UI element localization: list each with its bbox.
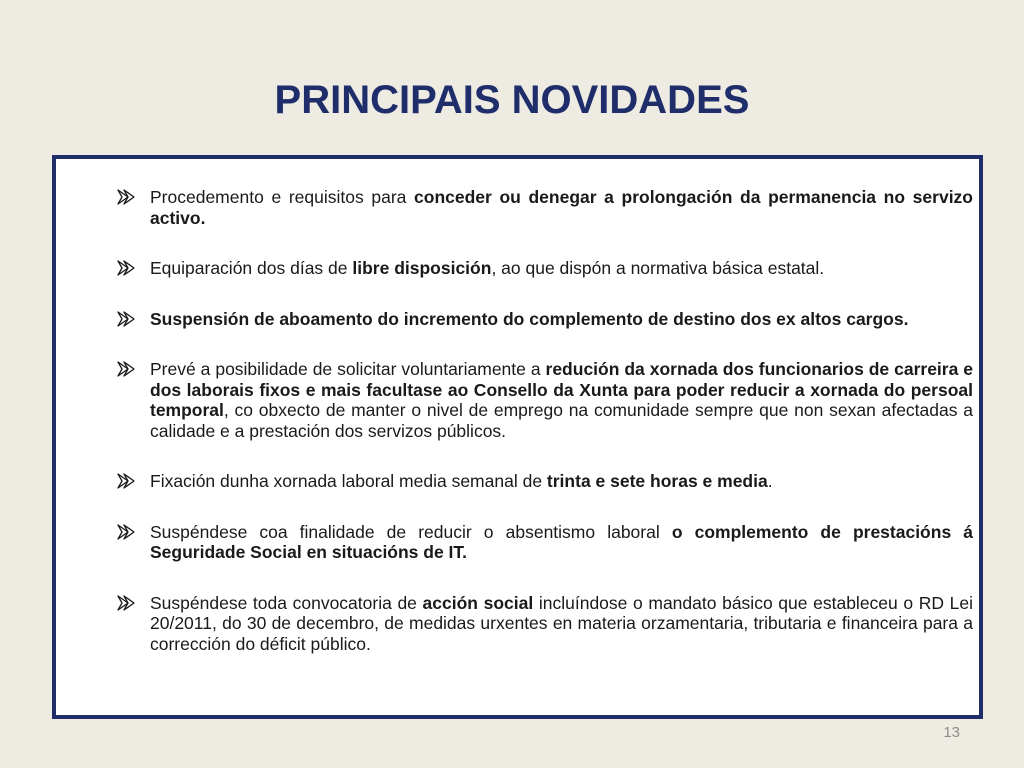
- bullet-text-segment: , co obxecto de manter o nivel de emprego na comunidade sempre que non sexan afectadas a calidade e a prestación dos servizos públicos.: [150, 400, 973, 441]
- content-box: [52, 155, 983, 719]
- page-number: 13: [943, 724, 960, 741]
- bullet-text-segment: Procedemento e requisitos para: [150, 187, 415, 207]
- bullet-text: [150, 359, 973, 441]
- bullet-text-segment: redución da xornada dos funcionarios de carreira e dos laborais fixos e mais facultase ao Consello da Xunta para poder reducir a xornada do persoal temporal: [150, 359, 974, 420]
- bullet-text: [150, 258, 824, 278]
- arrow-bullet-icon: [116, 523, 138, 541]
- bullet-text-segment: incluíndose o mandato básico que estableceu o RD Lei 20/2011, do 30 de decembro, de medidas urxentes en materia orzamentaria, tributaria e financeira para a corrección do déficit público.: [150, 592, 974, 654]
- bullet-text: [150, 593, 973, 654]
- bullet-item-5: [116, 471, 973, 492]
- bullet-text-segment: .: [767, 471, 773, 491]
- bullet-text-segment: Prevé a posibilidade de solicitar voluntariamente a: [150, 359, 546, 379]
- arrow-bullet-icon: [116, 594, 138, 612]
- bullet-text-segment: o complemento de prestacións á Seguridade Social en situacións de IT.: [150, 521, 973, 562]
- bullet-text-segment: Suspensión de aboamento do incremento do complemento de destino dos ex altos cargos.: [150, 308, 909, 329]
- arrow-bullet-icon: [116, 472, 138, 490]
- bullet-text: [150, 309, 908, 329]
- arrow-bullet-icon: [116, 259, 138, 277]
- bullet-text: [150, 187, 973, 228]
- bullet-text-segment: libre disposición: [352, 258, 492, 278]
- bullet-text-segment: Suspéndese coa finalidade de reducir o absentismo laboral: [150, 521, 672, 542]
- arrow-bullet-icon: [116, 188, 138, 206]
- bullet-text: [150, 522, 973, 563]
- bullet-item-7: [116, 593, 973, 655]
- bullet-text: [150, 471, 773, 491]
- bullet-item-6: [116, 522, 973, 563]
- slide-title: PRINCIPAIS NOVIDADES: [274, 78, 750, 122]
- bullet-item-1: [116, 187, 973, 228]
- bullet-text-segment: Equiparación dos días de: [150, 258, 353, 278]
- arrow-bullet-icon: [116, 310, 138, 328]
- bullet-text-segment: Fixación dunha xornada laboral media semanal de: [150, 471, 547, 491]
- bullet-item-2: [116, 258, 973, 279]
- bullet-list: [116, 187, 973, 684]
- bullet-text-segment: acción social: [422, 592, 534, 613]
- bullet-item-3: [116, 309, 973, 330]
- bullet-text-segment: , ao que dispón a normativa básica estatal.: [491, 258, 825, 278]
- bullet-text-segment: trinta e sete horas e media: [546, 471, 768, 491]
- arrow-bullet-icon: [116, 360, 138, 378]
- bullet-item-4: [116, 359, 973, 441]
- bullet-text-segment: conceder ou denegar a prolongación da permanencia no servizo activo.: [150, 187, 973, 228]
- bullet-text-segment: Suspéndese toda convocatoria de: [150, 592, 423, 613]
